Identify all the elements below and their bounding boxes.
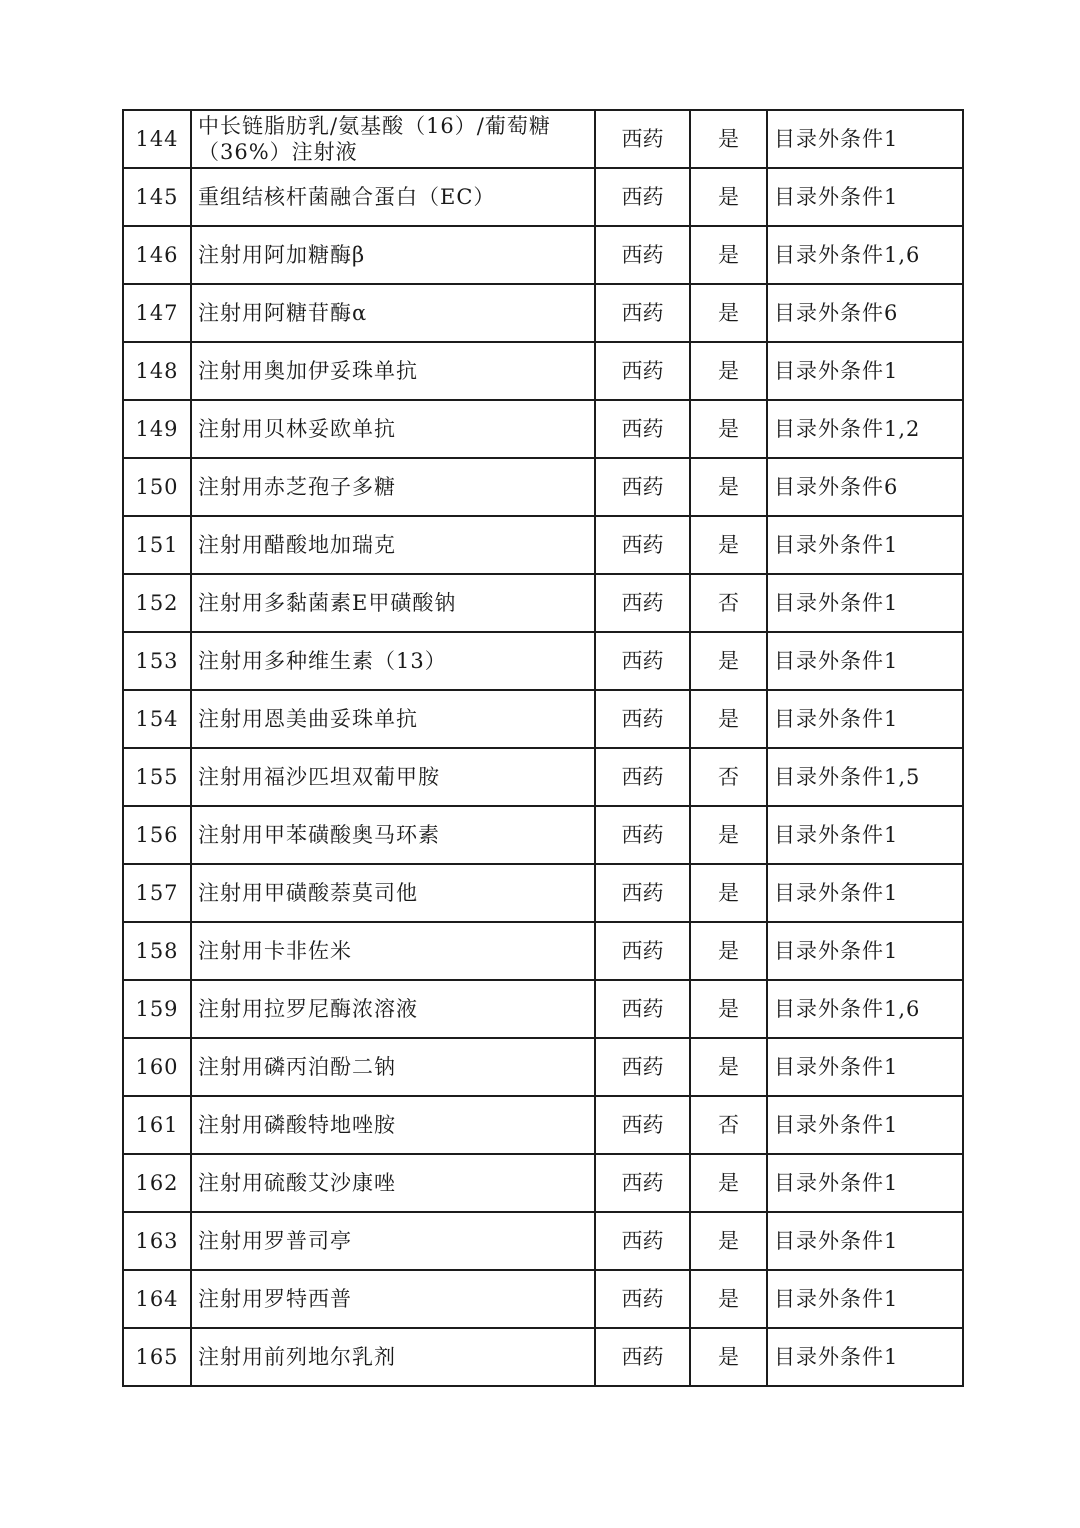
drug-type-cell: 西药 <box>595 1328 690 1386</box>
drug-name-cell: 注射用恩美曲妥珠单抗 <box>191 690 595 748</box>
table-row <box>123 1096 963 1154</box>
drug-type-cell: 西药 <box>595 1038 690 1096</box>
condition-cell: 目录外条件1,6 <box>767 980 963 1038</box>
row-number-cell: 155 <box>123 748 191 806</box>
row-number-cell: 152 <box>123 574 191 632</box>
table-row <box>123 110 963 168</box>
drug-type-cell: 西药 <box>595 690 690 748</box>
condition-cell: 目录外条件1 <box>767 110 963 168</box>
row-number-cell: 162 <box>123 1154 191 1212</box>
drug-type-cell: 西药 <box>595 400 690 458</box>
condition-cell: 目录外条件6 <box>767 458 963 516</box>
drug-name-cell: 中长链脂肪乳/氨基酸（16）/葡萄糖（36%）注射液 <box>191 110 595 168</box>
flag-cell: 是 <box>690 110 767 168</box>
drug-name-cell: 注射用甲苯磺酸奥马环素 <box>191 806 595 864</box>
drug-name-cell: 注射用福沙匹坦双葡甲胺 <box>191 748 595 806</box>
row-number-cell: 144 <box>123 110 191 168</box>
drug-type-cell: 西药 <box>595 284 690 342</box>
flag-cell: 是 <box>690 806 767 864</box>
flag-cell: 是 <box>690 284 767 342</box>
condition-cell: 目录外条件1 <box>767 922 963 980</box>
drug-type-cell: 西药 <box>595 922 690 980</box>
table-row <box>123 1270 963 1328</box>
drug-name-cell: 重组结核杆菌融合蛋白（EC） <box>191 168 595 226</box>
drug-type-cell: 西药 <box>595 226 690 284</box>
condition-cell: 目录外条件1 <box>767 1328 963 1386</box>
drug-type-cell: 西药 <box>595 1154 690 1212</box>
drug-name-cell: 注射用甲磺酸萘莫司他 <box>191 864 595 922</box>
drug-type-cell: 西药 <box>595 1096 690 1154</box>
table-row <box>123 1212 963 1270</box>
condition-cell: 目录外条件1 <box>767 806 963 864</box>
flag-cell: 是 <box>690 922 767 980</box>
table-row <box>123 284 963 342</box>
flag-cell: 是 <box>690 168 767 226</box>
flag-cell: 是 <box>690 980 767 1038</box>
table-body <box>123 110 963 1386</box>
row-number-cell: 147 <box>123 284 191 342</box>
condition-cell: 目录外条件1 <box>767 1212 963 1270</box>
condition-cell: 目录外条件1 <box>767 1096 963 1154</box>
row-number-cell: 151 <box>123 516 191 574</box>
condition-cell: 目录外条件1 <box>767 516 963 574</box>
row-number-cell: 146 <box>123 226 191 284</box>
drug-type-cell: 西药 <box>595 806 690 864</box>
row-number-cell: 145 <box>123 168 191 226</box>
flag-cell: 是 <box>690 516 767 574</box>
drug-type-cell: 西药 <box>595 1270 690 1328</box>
table-row <box>123 168 963 226</box>
flag-cell: 是 <box>690 1154 767 1212</box>
flag-cell: 否 <box>690 748 767 806</box>
row-number-cell: 165 <box>123 1328 191 1386</box>
row-number-cell: 148 <box>123 342 191 400</box>
row-number-cell: 161 <box>123 1096 191 1154</box>
drug-name-cell: 注射用贝林妥欧单抗 <box>191 400 595 458</box>
drug-type-cell: 西药 <box>595 516 690 574</box>
flag-cell: 是 <box>690 632 767 690</box>
document-page <box>122 109 962 1387</box>
flag-cell: 否 <box>690 1096 767 1154</box>
flag-cell: 是 <box>690 1212 767 1270</box>
table-row <box>123 458 963 516</box>
drug-type-cell: 西药 <box>595 1212 690 1270</box>
table-row <box>123 690 963 748</box>
drug-type-cell: 西药 <box>595 980 690 1038</box>
table-row <box>123 1328 963 1386</box>
table-row <box>123 806 963 864</box>
drug-type-cell: 西药 <box>595 458 690 516</box>
row-number-cell: 164 <box>123 1270 191 1328</box>
table-row <box>123 922 963 980</box>
row-number-cell: 159 <box>123 980 191 1038</box>
drug-name-cell: 注射用罗特西普 <box>191 1270 595 1328</box>
drug-name-cell: 注射用赤芝孢子多糖 <box>191 458 595 516</box>
flag-cell: 是 <box>690 400 767 458</box>
drug-name-cell: 注射用罗普司亭 <box>191 1212 595 1270</box>
flag-cell: 是 <box>690 1270 767 1328</box>
condition-cell: 目录外条件1 <box>767 574 963 632</box>
condition-cell: 目录外条件1,6 <box>767 226 963 284</box>
condition-cell: 目录外条件1 <box>767 1038 963 1096</box>
flag-cell: 是 <box>690 458 767 516</box>
row-number-cell: 158 <box>123 922 191 980</box>
row-number-cell: 160 <box>123 1038 191 1096</box>
drug-type-cell: 西药 <box>595 632 690 690</box>
table-row <box>123 574 963 632</box>
flag-cell: 是 <box>690 1038 767 1096</box>
drug-name-cell: 注射用多种维生素（13） <box>191 632 595 690</box>
drug-name-cell: 注射用醋酸地加瑞克 <box>191 516 595 574</box>
drug-type-cell: 西药 <box>595 574 690 632</box>
table-row <box>123 864 963 922</box>
flag-cell: 是 <box>690 1328 767 1386</box>
condition-cell: 目录外条件1 <box>767 864 963 922</box>
table-row <box>123 342 963 400</box>
table-row <box>123 516 963 574</box>
table-row <box>123 226 963 284</box>
flag-cell: 是 <box>690 690 767 748</box>
row-number-cell: 156 <box>123 806 191 864</box>
condition-cell: 目录外条件1 <box>767 1270 963 1328</box>
condition-cell: 目录外条件1 <box>767 690 963 748</box>
drug-name-cell: 注射用磷丙泊酚二钠 <box>191 1038 595 1096</box>
table-row <box>123 400 963 458</box>
row-number-cell: 157 <box>123 864 191 922</box>
condition-cell: 目录外条件1 <box>767 1154 963 1212</box>
drug-type-cell: 西药 <box>595 168 690 226</box>
drug-name-cell: 注射用阿糖苷酶α <box>191 284 595 342</box>
table-row <box>123 1154 963 1212</box>
table-row <box>123 1038 963 1096</box>
flag-cell: 是 <box>690 342 767 400</box>
condition-cell: 目录外条件6 <box>767 284 963 342</box>
condition-cell: 目录外条件1,5 <box>767 748 963 806</box>
flag-cell: 是 <box>690 864 767 922</box>
drug-type-cell: 西药 <box>595 864 690 922</box>
drug-name-cell: 注射用磷酸特地唑胺 <box>191 1096 595 1154</box>
table-row <box>123 632 963 690</box>
row-number-cell: 163 <box>123 1212 191 1270</box>
row-number-cell: 149 <box>123 400 191 458</box>
drug-list-table <box>122 109 964 1387</box>
drug-name-cell: 注射用前列地尔乳剂 <box>191 1328 595 1386</box>
drug-name-cell: 注射用拉罗尼酶浓溶液 <box>191 980 595 1038</box>
table-row <box>123 980 963 1038</box>
drug-name-cell: 注射用卡非佐米 <box>191 922 595 980</box>
flag-cell: 是 <box>690 226 767 284</box>
flag-cell: 否 <box>690 574 767 632</box>
table-row <box>123 748 963 806</box>
row-number-cell: 153 <box>123 632 191 690</box>
drug-name-cell: 注射用硫酸艾沙康唑 <box>191 1154 595 1212</box>
condition-cell: 目录外条件1 <box>767 168 963 226</box>
drug-name-cell: 注射用阿加糖酶β <box>191 226 595 284</box>
condition-cell: 目录外条件1,2 <box>767 400 963 458</box>
condition-cell: 目录外条件1 <box>767 632 963 690</box>
drug-name-cell: 注射用奥加伊妥珠单抗 <box>191 342 595 400</box>
drug-type-cell: 西药 <box>595 342 690 400</box>
drug-type-cell: 西药 <box>595 748 690 806</box>
condition-cell: 目录外条件1 <box>767 342 963 400</box>
row-number-cell: 154 <box>123 690 191 748</box>
drug-type-cell: 西药 <box>595 110 690 168</box>
row-number-cell: 150 <box>123 458 191 516</box>
drug-name-cell: 注射用多黏菌素E甲磺酸钠 <box>191 574 595 632</box>
